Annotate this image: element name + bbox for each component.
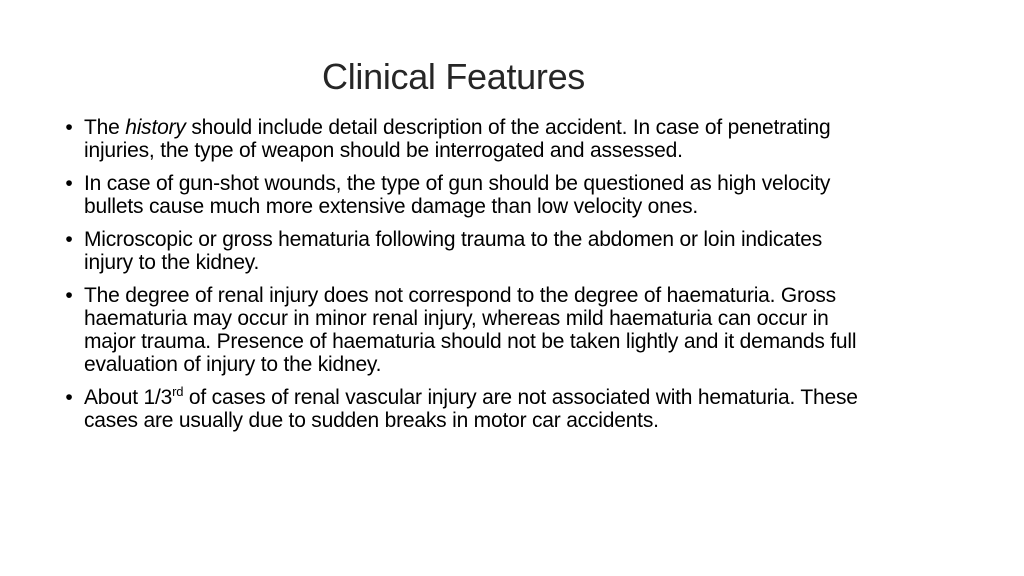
bullet-item-hematuria [62,228,862,274]
bullet-text: Microscopic or gross hematuria following trauma to the abdomen or loin indicates injury to the kidney. [84,228,823,274]
bullet-text: The degree of renal injury does not correspond to the degree of haematuria. Gross haematuria may occur in minor renal injury, whereas mild haematuria can occur in major trauma. Presence of haematuria should not be taken lightly and it demands full evaluation of injury to the kidney. [84,284,857,376]
bullet-dot-icon: • [65,172,73,195]
bullet-text-pre: About 1/3 [84,386,173,409]
bullet-item-history [62,116,862,162]
bullet-text-superscript: rd [172,384,184,399]
bullet-dot-icon: • [65,116,73,139]
bullet-text-post: should include detail description of the accident. In case of penetrating injuries, the type of weapon should be interrogated and assessed. [84,116,831,162]
bullet-dot-icon: • [65,228,73,251]
bullet-item-degree [62,284,862,376]
slide-title: Clinical Features [322,56,586,97]
bullet-text-pre: The [84,116,126,139]
bullet-item-gunshot [62,172,862,218]
bullet-dot-icon: • [65,386,73,409]
bullet-text [84,386,858,432]
bullet-text: In case of gun-shot wounds, the type of gun should be questioned as high velocity bullets cause much more extensive damage than low velocity ones. [84,172,831,218]
bullet-dot-icon: • [65,284,73,307]
bullet-item-vascular [62,386,862,432]
bullet-text [84,116,830,162]
bullet-text-emphasis: history [125,116,186,139]
bullet-list [62,116,862,442]
bullet-text-post: of cases of renal vascular injury are not associated with hematuria. These cases are usually due to sudden breaks in motor car accidents. [84,386,858,432]
